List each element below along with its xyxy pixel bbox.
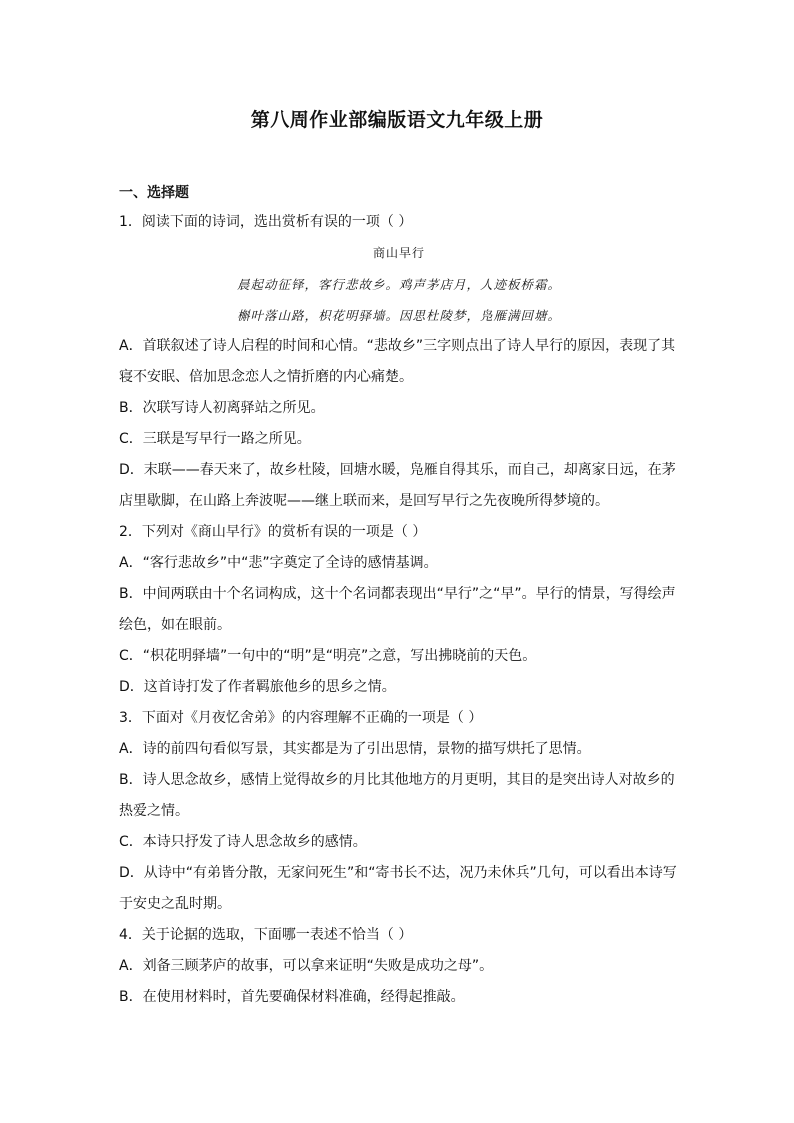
text-line: 4．关于论据的选取，下面哪一表述不恰当（ ） — [119, 927, 413, 943]
text-line: B．中间两联由十个名词构成，这十个名词都表现出“早行”之“早”。早行的情景，写得绘声 — [119, 586, 676, 602]
page-title: 第八周作业部编版语文九年级上册 — [250, 109, 544, 131]
text-line: C．三联是写早行一路之所见。 — [119, 431, 311, 447]
text-line: B．诗人思念故乡，感情上觉得故乡的月比其他地方的月更明，其目的是突出诗人对故乡的 — [119, 772, 675, 788]
text-line: C．“枳花明驿墙”一句中的“明”是“明亮”之意，写出拂晓前的天色。 — [119, 648, 537, 664]
poem-title: 商山早行 — [372, 246, 425, 260]
text-line: B．次联写诗人初离驿站之所见。 — [119, 400, 325, 416]
question-body — [119, 207, 679, 1013]
text-line: B．在使用材料时，首先要确保材料准确，经得起推敲。 — [119, 989, 465, 1005]
text-line: 寝不安眠、倍加思念恋人之情折磨的内心痛楚。 — [119, 369, 413, 385]
text-line: 店里歇脚，在山路上奔波呢——继上联而来，是回写早行之先夜晚所得梦境的。 — [119, 493, 609, 509]
text-line: 于安史之乱时期。 — [119, 896, 231, 912]
text-line: 热爱之情。 — [119, 803, 189, 819]
text-line: A．刘备三顾茅庐的故事，可以拿来证明“失败是成功之母”。 — [119, 958, 494, 974]
poem-line: 槲叶落山路，枳花明驿墙。因思杜陵梦，凫雁满回塘。 — [236, 308, 561, 323]
text-line: A．“客行悲故乡”中“悲”字奠定了全诗的感情基调。 — [119, 555, 438, 571]
text-line: A．首联叙述了诗人启程的时间和心情。“悲故乡”三字则点出了诗人早行的原因，表现了其 — [119, 338, 676, 354]
section-heading: 一、选择题 — [119, 185, 189, 201]
text-line: C．本诗只抒发了诗人思念故乡的感情。 — [119, 834, 367, 850]
text-line: D．从诗中“有弟皆分散，无家问死生”和“寄书长不达，况乃未休兵”几句，可以看出本诗写 — [119, 865, 677, 881]
text-line: A．诗的前四句看似写景，其实都是为了引出思情，景物的描写烘托了思情。 — [119, 741, 591, 757]
text-line: D．末联——春天来了，故乡杜陵，回塘水暖，凫雁自得其乐，而自己，却离家日远，在茅 — [119, 462, 676, 478]
poem-line: 晨起动征铎，客行悲故乡。鸡声茅店月，人迹板桥霜。 — [236, 277, 561, 292]
text-line: D．这首诗打发了作者羁旅他乡的思乡之情。 — [119, 679, 396, 695]
text-line: 2．下列对《商山早行》的赏析有误的一项是（ ） — [119, 524, 427, 540]
text-line: 3．下面对《月夜忆舍弟》的内容理解不正确的一项是（ ） — [119, 710, 483, 726]
text-line: 1．阅读下面的诗词，选出赏析有误的一项（ ） — [119, 214, 413, 230]
text-line: 绘色，如在眼前。 — [119, 617, 231, 633]
